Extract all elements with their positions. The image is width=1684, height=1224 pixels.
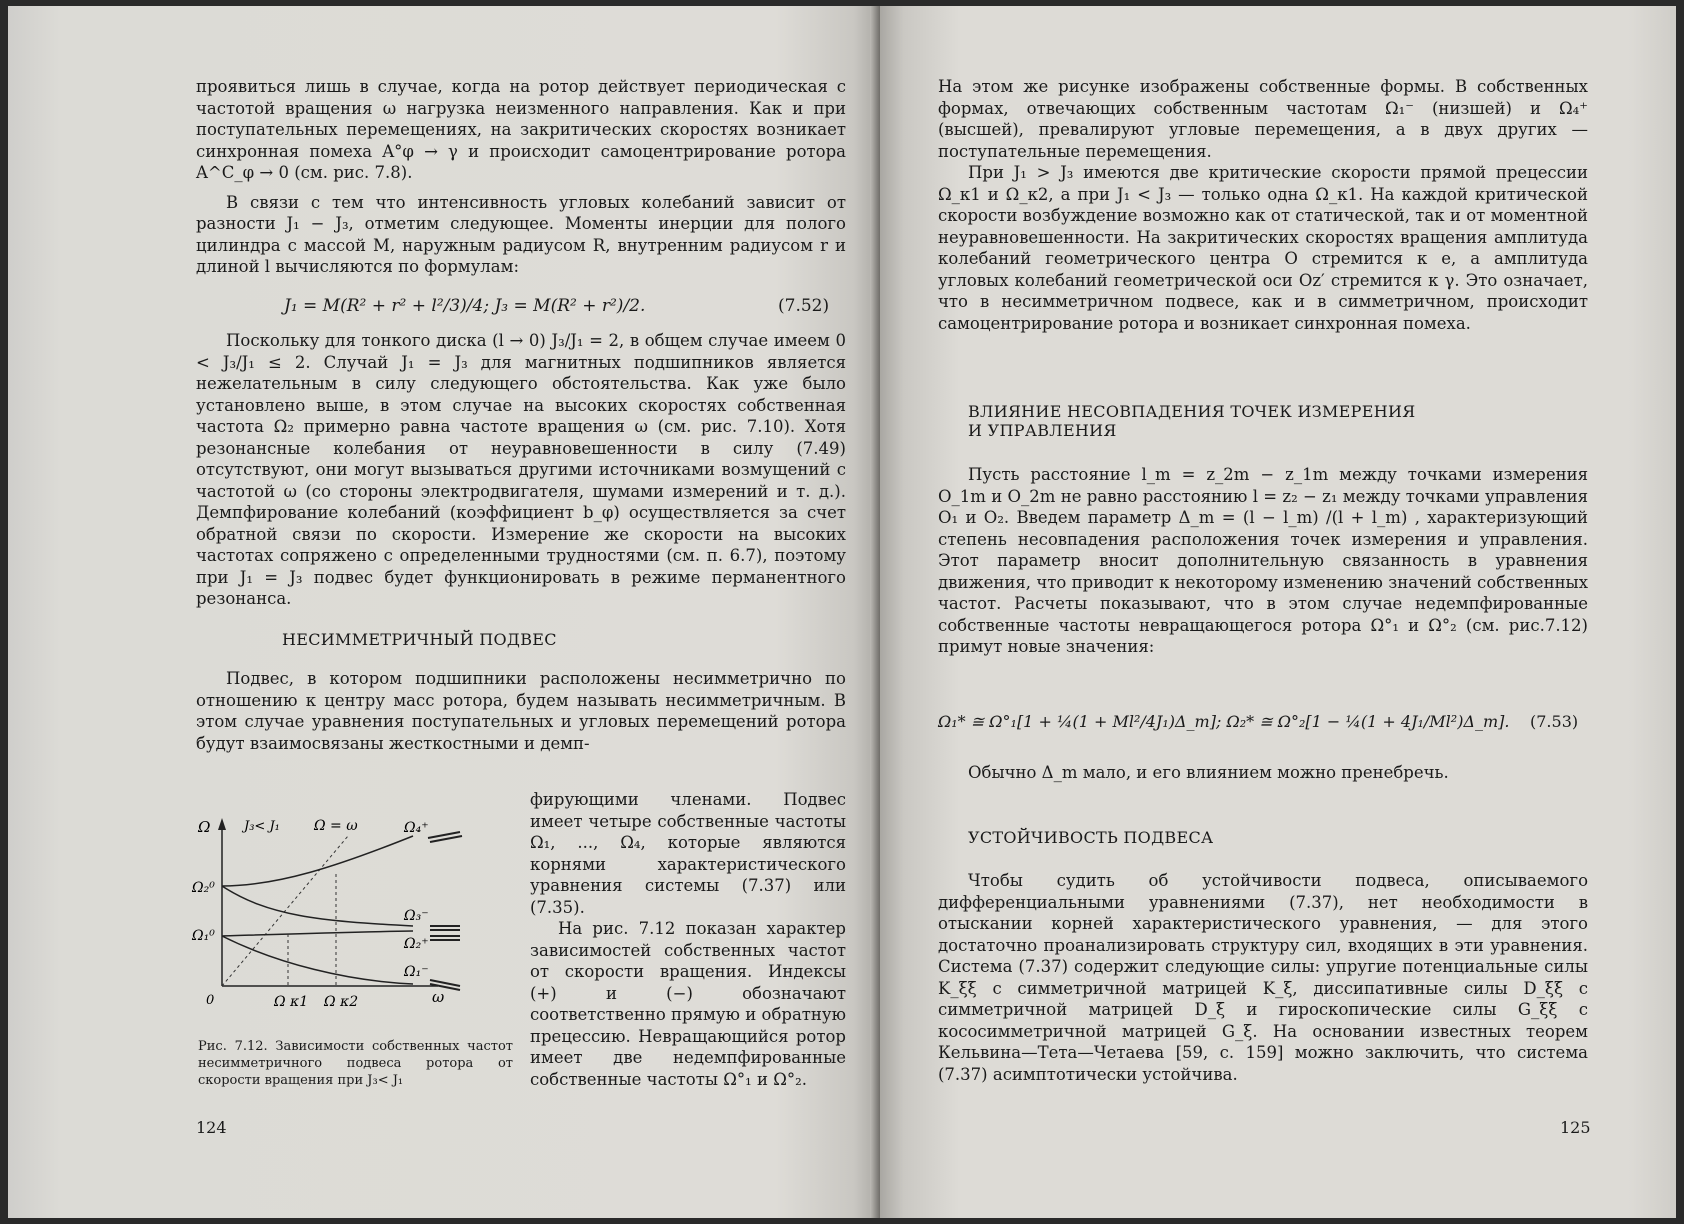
left-page — [8, 6, 880, 1218]
left-text-top — [196, 76, 846, 278]
right-paragraph-2: При J₁ > J₃ имеются две критические скорости прямой прецессии Ω_к1 и Ω_к2, а при J₁ < J₃ — только одна Ω_к1. На каждой критической скорости возбуждение возможно как от статической, так и от моментной неуравновешенности. На закритических скоростях вращения амплитуда колебаний геометрического центра O стремится к e, а амплитуда угловых колебаний геометрической оси Oz′ стремится к γ. Это означает, что в несимметричном подвесе, как и в симметричном, происходит самоцентрирование ротора и возникает синхронная помеха. — [938, 163, 1588, 333]
left-text-bottom — [196, 668, 846, 754]
mode-shape-omega3 — [430, 926, 460, 930]
curve-omega3 — [222, 886, 413, 926]
right-paragraph-4: Обычно Δ_m мало, и его влиянием можно пренебречь. — [968, 763, 1449, 782]
formula-7-52 — [284, 296, 645, 316]
omega-w-label: Ω = ω — [314, 818, 358, 834]
left-paragraph-2: В связи с тем что интенсивность угловых колебаний зависит от разности J₁ − J₃, отметим следующее. Моменты инерции для полого цилиндра с массой M, наружным радиусом R, внутренним радиусом r и длиной l вычисляются по формулам: — [196, 192, 846, 276]
right-paragraph-3: Пусть расстояние l_m = z_2m − z_1m между точками измерения O_1m и O_2m не равно расстоянию l = z₂ − z₁ между точками управления O₁ и O₂. Введем параметр Δ_m = (l − l_m) /(l + l_m) , характеризующий степень несовпадения расположения точек измерения и управления. Этот параметр вносит дополнительную связанность в уравнения движения, что приводит к некоторому изменению значений собственных частот. Расчеты показывают, что в этом случае недемпфированные собственные частоты невращающегося ротора Ω°₁ и Ω°₂ (см. рис.7.12) примут новые значения: — [938, 465, 1588, 656]
curve-omega1 — [222, 936, 413, 984]
curve-omega4 — [222, 836, 413, 886]
formula-7-53 — [938, 712, 1510, 731]
side-paragraph-1: фирующими членами. Подвес имеет четыре собственные частоты Ω₁, ..., Ω₄, которые являются корнями характеристического уравнения системы (7.37) или (7.35). — [530, 790, 846, 917]
right-text-bottom — [938, 870, 1588, 1085]
mode-shape-omega4 — [428, 832, 462, 842]
k2-label: Ω κ2 — [324, 994, 359, 1010]
left-text-middle — [196, 330, 846, 610]
omega4-label: Ω₄⁺ — [404, 820, 429, 836]
right-text-top — [938, 76, 1588, 334]
equation-number-7-53: (7.53) — [1530, 712, 1579, 731]
page-number-right: 125 — [1560, 1118, 1591, 1137]
section-heading-mismatch-line1: ВЛИЯНИЕ НЕСОВПАДЕНИЯ ТОЧЕК ИЗМЕРЕНИЯ — [968, 402, 1416, 421]
side-paragraph-2: На рис. 7.12 показан характер зависимостей собственных частот от скорости вращения. Индексы (+) и (−) обозначают соответственно прямую и обратную прецессию. Невращающийся ротор имеет две недемпфированные собственные частоты Ω°₁ и Ω°₂. — [530, 919, 846, 1089]
y-axis-arrow — [218, 818, 226, 830]
condition-label: J₃< J₁ — [244, 819, 280, 834]
right-paragraph-5: Чтобы судить об устойчивости подвеса, описываемого дифференциальными уравнениями (7.37), нет необходимости в отыскании корней характеристического уравнения, — для этого достаточно проанализировать структуру сил, входящих в эти уравнения. Система (7.37) содержит следующие силы: упругие потенциальные силы K_ξξ с симметричной матрицей K_ξ, диссипативные силы D_ξξ̇ с симметричной матрицей D_ξ и гироскопические силы G_ξξ̇ с кососимметричной матрицей G_ξ. На основании известных теорем Кельвина—Тета—Четаева [59, с. 159] можно заключить, что система (7.37) асимптотически устойчива. — [938, 871, 1588, 1084]
formula-7-53-text: Ω₁* ≅ Ω°₁[1 + ¼(1 + Ml²/4J₁)Δ_m]; Ω₂* ≅ Ω°₂[1 − ¼(1 + 4J₁/Ml²)Δ_m]. — [938, 712, 1510, 731]
omega1-label: Ω₁⁻ — [404, 964, 429, 980]
figure-caption: Рис. 7.12. Зависимости собственных частот несимметричного подвеса ротора от скорости вращения при J₃< J₁ — [198, 1039, 513, 1088]
omega3-label: Ω₃⁻ — [404, 908, 429, 924]
section-heading-stability: УСТОЙЧИВОСТЬ ПОДВЕСА — [968, 828, 1214, 847]
right-page — [880, 6, 1676, 1218]
section-heading-mismatch-line2: И УПРАВЛЕНИЯ — [968, 421, 1117, 440]
left-paragraph-4: Подвес, в котором подшипники расположены несимметрично по отношению к центру масс ротора, будем называть несимметричным. В этом случае уравнения поступательных и угловых перемещений ротора будут взаимосвязаны жесткостными и демп- — [196, 669, 846, 753]
curve-omega2p — [222, 931, 413, 936]
equation-number-7-52: (7.52) — [778, 296, 830, 316]
omega-equals-w-line — [222, 836, 348, 986]
formula-7-52-text: J₁ = M(R² + r² + l²/3)/4; J₃ = M(R² + r²)/2. — [284, 296, 646, 316]
section-heading-mismatch — [968, 402, 1415, 440]
x-axis-label: ω — [432, 988, 445, 1006]
left-paragraph-1: проявиться лишь в случае, когда на ротор действует периодическая с частотой вращения ω нагрузка неизменного направления. Как и при поступательных перемещениях, на закритических скоростях возникает синхронная помеха A°φ → γ и происходит самоцентрирование ротора A^C_φ → 0 (см. рис. 7.8). — [196, 77, 846, 182]
right-text-note — [938, 762, 1588, 784]
k1-label: Ω κ1 — [274, 994, 309, 1010]
omega10-label: Ω₁⁰ — [192, 928, 215, 944]
left-side-column — [530, 789, 846, 1090]
origin-label: 0 — [206, 993, 215, 1008]
figure-7-12 — [192, 816, 518, 1016]
right-paragraph-1: На этом же рисунке изображены собственные формы. В собственных формах, отвечающих собственным частотам Ω₁⁻ (низшей) и Ω₄⁺ (высшей), превалируют угловые перемещения, а в двух других — поступательные перемещения. — [938, 77, 1588, 161]
y-axis-label: Ω — [198, 818, 211, 836]
book-spread — [8, 6, 1676, 1218]
page-number-left: 124 — [196, 1118, 227, 1137]
section-heading-asymmetric: НЕСИММЕТРИЧНЫЙ ПОДВЕС — [282, 630, 557, 649]
right-text-middle — [938, 464, 1588, 658]
mode-shape-omega2 — [430, 936, 460, 940]
left-paragraph-3: Поскольку для тонкого диска (l → 0) J₃/J₁ = 2, в общем случае имеем 0 < J₃/J₁ ≤ 2. Случай J₁ = J₃ для магнитных подшипников является нежелательным в силу следующего обстоятельства. Как уже было установлено выше, в этом случае на высоких скоростях собственная частота Ω₂ примерно равна частоте вращения ω (см. рис. 7.10). Хотя резонансные колебания от неуравновешенности в силу (7.49) отсутствуют, они могут вызываться другими источниками возмущений с частотой ω (со стороны электродвигателя, шумами измерений и т. д.). Демпфирование колебаний (коэффициент b_φ) осуществляется за счет обратной связи по скорости. Измерение же скорости на высоких частотах сопряжено с определенными трудностями (см. п. 6.7), поэтому при J₁ = J₃ подвес будет функционировать в режиме перманентного резонанса. — [196, 331, 846, 608]
omega2p-label: Ω₂⁺ — [404, 936, 429, 952]
omega20-label: Ω₂⁰ — [192, 880, 215, 896]
